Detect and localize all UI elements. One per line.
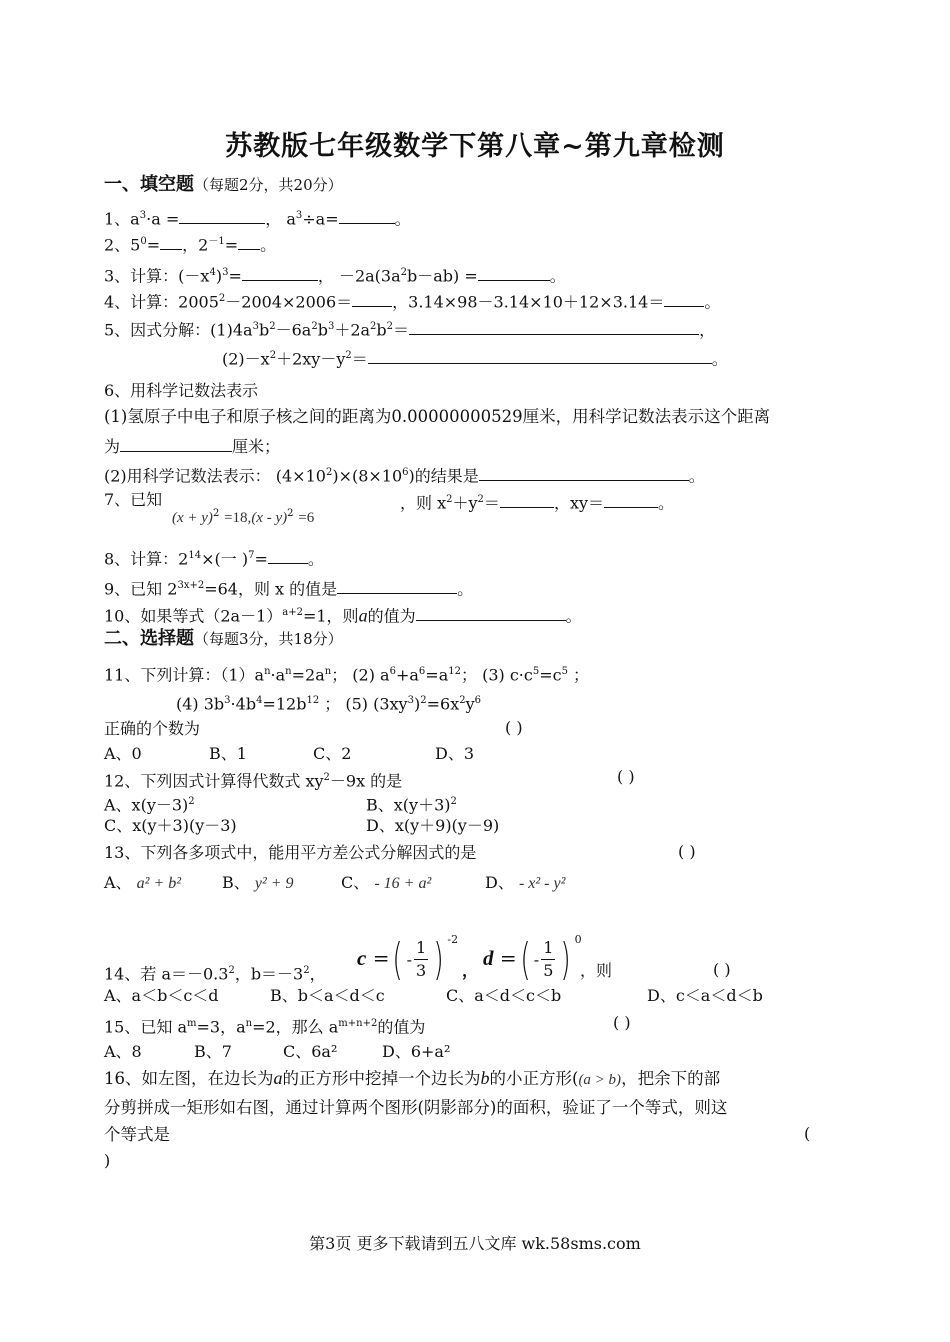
option-math: y² + 9 xyxy=(254,875,294,892)
question-6-title: 6、用科学记数法表示 xyxy=(104,381,259,400)
q5-text: 。 xyxy=(711,349,728,369)
q14-option-c[interactable]: C、a＜d＜c＜b xyxy=(446,986,562,1005)
answer-blank[interactable] xyxy=(160,233,182,250)
math-var: d xyxy=(483,946,494,970)
question-4: 4、计算：$2005^2-2004\times 2006=$ ，3.14×98－3.14×10＋12×3.14＝ 。 xyxy=(104,292,721,312)
answer-paren[interactable]: ( ) xyxy=(505,718,523,737)
answer-blank[interactable] xyxy=(337,577,457,594)
q5-text: ＝ xyxy=(351,349,368,369)
q3-text: ) xyxy=(215,266,223,286)
q5-text: ＋2xy－y xyxy=(276,349,346,369)
q1-text: ， a xyxy=(265,209,296,229)
answer-blank[interactable] xyxy=(120,435,232,452)
fraction xyxy=(541,937,555,982)
question-5-2: $(2)-x^2+2xy-y^2=$ 。 xyxy=(222,349,728,369)
q5-text: ， xyxy=(699,320,716,340)
q14-comma: ， xyxy=(462,961,479,980)
math-op: = xyxy=(499,946,517,970)
q11-text: ·a xyxy=(270,665,286,685)
q7-text: 7、已知 xyxy=(104,490,163,509)
q6-text: (2)用科学记数法表示： (4×10 xyxy=(104,466,326,486)
q2-text: 。 xyxy=(260,235,277,255)
q4-text: 。 xyxy=(704,292,721,312)
option-label: D、 xyxy=(485,873,514,892)
paren-left: ( xyxy=(520,933,531,985)
q1-text: 1、a xyxy=(104,209,140,229)
q11-option-a[interactable]: A、0 xyxy=(104,744,142,763)
question-16-line2: 分剪拼成一矩形如右图，通过计算两个图形(阴影部分)的面积，验证了一个等式，则这 xyxy=(104,1098,728,1117)
q15-option-d[interactable]: D、6+a² xyxy=(382,1042,451,1061)
q15-option-b[interactable]: B、7 xyxy=(194,1042,232,1061)
q10-text: 的值为 xyxy=(367,606,416,626)
question-7 xyxy=(104,489,162,511)
q11-text: =c xyxy=(539,665,562,685)
q11-option-b[interactable]: B、1 xyxy=(209,744,247,763)
option-text: A、x(y－3) xyxy=(104,795,189,815)
q11-text: +a xyxy=(395,665,419,685)
q11-stem: 正确的个数为 xyxy=(104,719,201,738)
q12-option-d[interactable]: D、x(y＋9)(y－9) xyxy=(366,816,500,835)
q11-text: =12b xyxy=(262,694,307,714)
answer-blank[interactable] xyxy=(478,264,550,281)
q7-text: ，则 x xyxy=(400,493,447,513)
option-math: - x² - y² xyxy=(518,875,566,892)
exponent: 0 xyxy=(574,933,582,946)
math-var: c xyxy=(357,946,367,970)
q2-text: 2、5 xyxy=(104,235,141,255)
q11-option-d[interactable]: D、3 xyxy=(435,744,475,763)
question-16-line1: 16、如左图，在边长为a的正方形中挖掉一个边长为b的小正方形((a > b)，把余下的部 xyxy=(104,1068,721,1088)
paren-right: ) xyxy=(433,933,444,985)
denominator: 5 xyxy=(543,961,554,980)
answer-blank[interactable] xyxy=(664,290,704,307)
q7-math: (x - y) xyxy=(251,510,288,526)
question-15: 15、已知 $a^m=3$，$a^n=2$，那么 $a^{m+n+2}$的值为 xyxy=(104,1017,426,1037)
q5-text: (2)－x xyxy=(222,349,270,369)
answer-paren[interactable]: ( ) xyxy=(713,960,731,979)
answer-blank[interactable] xyxy=(268,547,308,564)
q5-text: b xyxy=(258,320,270,340)
q12-option-c[interactable]: C、x(y＋3)(y－3) xyxy=(104,816,237,835)
q11-text: 11、下列计算：（1）a xyxy=(104,665,265,685)
question-9: 9、已知 $2^{3x+2}=64$，则 x 的值是 。 xyxy=(104,579,474,599)
q2-text: = xyxy=(224,235,239,255)
q14-option-a[interactable]: A、a＜b＜c＜d xyxy=(104,986,219,1005)
q11-text: =a xyxy=(425,665,449,685)
q14-text: ， xyxy=(309,964,326,984)
q7-text: ，xy＝ xyxy=(553,493,605,513)
numerator: 1 xyxy=(414,937,428,960)
q14-option-d[interactable]: D、c＜a＜d＜b xyxy=(647,986,763,1005)
q7-math: =18, xyxy=(224,510,252,526)
option-label: A、 xyxy=(104,873,132,892)
q9-text: 。 xyxy=(457,579,474,599)
answer-blank[interactable] xyxy=(352,290,392,307)
q11-text: ) xyxy=(413,694,421,714)
q5-text: b xyxy=(376,320,387,340)
q11-option-c[interactable]: C、2 xyxy=(313,744,352,763)
option-label: B、 xyxy=(222,873,250,892)
q6-text: 。 xyxy=(688,466,705,486)
section-note: （每题3分，共18分） xyxy=(194,630,343,648)
q13-option-d[interactable] xyxy=(485,872,565,895)
q8-text: 。 xyxy=(307,549,324,569)
answer-blank[interactable] xyxy=(500,491,554,508)
question-11-line1: 11、下列计算：$(1)a^n\cdot a^n=2a^n$； (2) $a^6+a^6=a^{12}$； (3) $c\cdot c^5=c^5$ ； xyxy=(104,665,590,685)
q16-text: 的小正方形( xyxy=(489,1069,579,1088)
answer-paren-open[interactable]: ( xyxy=(804,1124,811,1143)
math-op: - xyxy=(533,950,540,969)
q14-text: 14、若 a＝－0.3 xyxy=(104,964,229,984)
q15-text: 的值为 xyxy=(377,1017,426,1037)
section-note: （每题2分，共20分） xyxy=(194,176,343,194)
q5-text: －6a xyxy=(275,320,312,340)
q8-text: ×(一 ) xyxy=(201,549,249,569)
q10-text: =1，则 xyxy=(302,606,359,626)
question-10: 10、如果等式$(2a-1)^{a+2}=1$，则a的值为 。 xyxy=(104,605,582,626)
answer-paren[interactable]: ( ) xyxy=(613,1013,631,1032)
q2-text: ，2 xyxy=(182,235,209,255)
answer-paren-close[interactable]: ) xyxy=(104,1151,111,1170)
q3-text: b－ab) = xyxy=(407,266,478,286)
q5-text: 5、因式分解：(1)4a xyxy=(104,320,253,340)
q16-text: 16、如左图，在边长为 xyxy=(104,1069,274,1088)
q12-text: －9x 的是 xyxy=(329,771,403,791)
option-math: a² + b² xyxy=(136,875,182,892)
q13-option-a[interactable] xyxy=(104,872,181,895)
q11-text: ； (2) a xyxy=(331,665,390,685)
question-12: 12、下列因式计算得代数式 $xy^2-9x$ 的是 xyxy=(104,771,403,791)
q6-text: 厘米； xyxy=(232,437,281,456)
option-text: B、x(y＋3) xyxy=(366,795,451,815)
q3-text: 。 xyxy=(549,266,566,286)
q5-text: b xyxy=(317,320,328,340)
section2-heading xyxy=(104,628,343,650)
answer-blank[interactable] xyxy=(479,464,689,481)
q6-text: )×(8×10 xyxy=(332,466,403,486)
page-footer: 第3页 更多下载请到五八文库 wk.58sms.com xyxy=(309,1234,641,1253)
q10-text: 。 xyxy=(565,606,582,626)
q13-option-b[interactable] xyxy=(222,872,294,895)
q4-text: 4、计算：2005 xyxy=(104,292,219,312)
answer-paren[interactable]: ( ) xyxy=(617,767,635,786)
q3-text: ， －2a(3a xyxy=(317,266,401,286)
q5-text: ＋2a xyxy=(334,320,371,340)
math-op: = xyxy=(372,946,390,970)
q11-text: y xyxy=(465,694,475,714)
section1-heading xyxy=(104,174,343,196)
q5-text: ＝ xyxy=(393,320,410,340)
q16-text: ，把余下的部 xyxy=(621,1069,721,1088)
q6-text: )的结果是 xyxy=(408,466,479,486)
q11-text: ； (5) (3xy xyxy=(319,694,408,714)
q7-math: (x + y) xyxy=(172,510,213,526)
section-title: 一、填空题 xyxy=(104,174,194,195)
q14-formula-c xyxy=(357,910,459,985)
question-6-line3: (2)用科学记数法表示： $(4\times 10^2)\times(8\times 10^6)$的结果是 。 xyxy=(104,466,705,486)
question-7-rest: ，则 $x^2+y^2=$ ，xy＝ 。 xyxy=(400,493,675,513)
answer-blank[interactable] xyxy=(416,604,566,621)
q16-text: 的正方形中挖掉一个边长为 xyxy=(282,1069,481,1088)
q12-option-a[interactable]: A、$x(y-3)^2$ xyxy=(104,795,195,815)
q1-text: ·a = xyxy=(146,209,180,229)
section-title: 二、选择题 xyxy=(104,628,194,649)
question-16-line3: 个等式是 xyxy=(104,1125,170,1144)
denominator: 3 xyxy=(416,961,427,980)
q4-text: ，3.14×98－3.14×10＋12×3.14＝ xyxy=(392,292,665,312)
q7-text: ＋y xyxy=(452,493,478,513)
q3-text: = xyxy=(228,266,242,286)
answer-blank[interactable] xyxy=(409,318,699,335)
q11-text: ·4b xyxy=(230,694,257,714)
q14-formula-d xyxy=(483,910,582,985)
answer-blank[interactable] xyxy=(179,207,265,224)
answer-blank[interactable] xyxy=(238,233,260,250)
q11-text: ； xyxy=(567,665,590,685)
q9-text: =64，则 x 的值是 xyxy=(204,579,338,599)
paren-left: ( xyxy=(392,933,404,985)
q4-text: －2004×2006＝ xyxy=(225,292,353,312)
exponent: -2 xyxy=(447,933,459,946)
q8-text: 8、计算：2 xyxy=(104,549,189,569)
q15-option-c[interactable]: C、6a² xyxy=(283,1042,338,1061)
math-op: - xyxy=(406,950,413,969)
q15-text: 15、已知 a xyxy=(104,1017,187,1037)
answer-blank[interactable] xyxy=(339,207,395,224)
q8-text: = xyxy=(254,549,268,569)
q7-formula: $(x + y)^2 =18,(x - y)^2 =6$ xyxy=(172,508,315,526)
question-5-1: 5、因式分解：$(1)4a^3b^2-6a^2b^3+2a^2b^2=$ ， xyxy=(104,320,716,340)
q6-text: 为 xyxy=(104,437,121,456)
q11-text: ； (3) c·c xyxy=(460,665,533,685)
page-title: 苏教版七年级数学下第八章~第九章检测 xyxy=(225,131,725,162)
q13-option-c[interactable] xyxy=(341,872,431,895)
q14-text: ，b＝－3 xyxy=(234,964,304,984)
numerator: 1 xyxy=(541,937,555,960)
q9-text: 9、已知 2 xyxy=(104,579,178,599)
answer-blank[interactable] xyxy=(368,347,712,364)
q7-text: ＝ xyxy=(483,493,500,513)
answer-blank[interactable] xyxy=(604,491,658,508)
q12-text: 12、下列因式计算得代数式 xy xyxy=(104,771,324,791)
question-11-line2: (4) $3b^3\cdot 4b^4=12b^{12}$ ； (5) $(3xy^3)^2=6x^2y^6$ xyxy=(176,694,482,714)
answer-blank[interactable] xyxy=(242,264,318,281)
q15-text: =3，a xyxy=(196,1017,246,1037)
question-8: 8、计算：$2^{14}\times$(一 )$^7$= 。 xyxy=(104,549,324,569)
question-14: 14、若 $a=-0.3^2$，$b=-3^2$， xyxy=(104,964,326,984)
option-label: C、 xyxy=(341,873,370,892)
q16-math: (a > b) xyxy=(578,1072,622,1088)
q3-text: 3、计算：(－x xyxy=(104,266,210,286)
q7-text: 。 xyxy=(658,493,675,513)
question-1: 1、$a^3\cdot a$ = ， $a^3\div a=$ 。 xyxy=(104,209,411,229)
question-6-line2 xyxy=(104,435,280,458)
q11-text: (4) 3b xyxy=(176,694,225,714)
q14-option-b[interactable]: B、b＜a＜d＜c xyxy=(270,986,385,1005)
q10-text: 10、如果等式（2a－1） xyxy=(104,606,283,626)
q7-math: =6 xyxy=(298,510,315,526)
question-3: 3、计算：$(-x^4)^3=$ ， $-2a(3a^2b-ab)$ = 。 xyxy=(104,266,566,286)
q1-text: 。 xyxy=(394,209,411,229)
answer-paren[interactable]: ( ) xyxy=(678,842,696,861)
question-2: 2、$5^0=$ ，$2^{-1}=$ 。 xyxy=(104,235,277,255)
question-13: 13、下列各多项式中，能用平方差公式分解因式的是 xyxy=(104,843,477,862)
q11-text: =6x xyxy=(426,694,460,714)
q15-text: =2，那么 a xyxy=(252,1017,339,1037)
paren-right: ) xyxy=(560,933,572,985)
q14-then: ，则 xyxy=(580,961,613,980)
q2-text: = xyxy=(146,235,161,255)
question-6-line1: (1)氢原子中电子和原子核之间的距离为0.00000000529厘米，用科学记数法表示这个距离 xyxy=(104,407,771,426)
q12-option-b[interactable]: B、$x(y+3)^2$ xyxy=(366,795,457,815)
option-math: - 16 + a² xyxy=(374,875,432,892)
q1-text: ÷a= xyxy=(302,209,339,229)
q11-text: =2a xyxy=(291,665,325,685)
q15-option-a[interactable]: A、8 xyxy=(104,1042,142,1061)
fraction xyxy=(414,937,428,982)
